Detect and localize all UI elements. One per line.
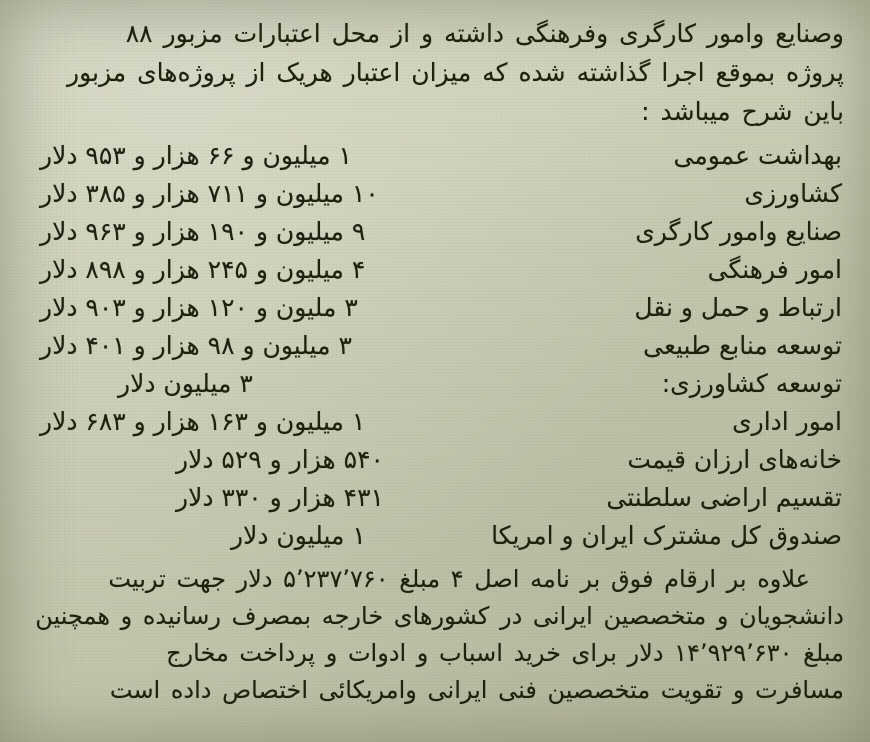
closing-line-3: مبلغ ۱۴٬۹۲۹٬۶۳۰ دلار برای خرید اسباب و ادوات و پرداخت مخارج	[166, 639, 844, 667]
allocation-label: صندوق کل مشترک ایران و امریکا	[491, 521, 842, 550]
allocation-label: بهداشت عمومی	[673, 141, 842, 170]
allocation-amount: ۱ میلیون و ۶۶ هزار و ۹۵۳ دلار	[40, 141, 352, 170]
table-row	[26, 517, 844, 555]
allocation-amount: ۴۳۱ هزار و ۳۳۰ دلار	[176, 483, 384, 512]
intro-line-1: وصنایع وامور کارگری وفرهنگی داشته و از محل اعتبارات مزبور ۸۸	[125, 19, 844, 48]
closing-line-1: علاوه بر ارقام فوق بر نامه اصل ۴ مبلغ ۵٬۲۳۷٬۷۶۰ دلار جهت تربیت	[108, 565, 810, 593]
allocation-label: صنایع وامور کارگری	[635, 217, 842, 246]
allocation-amount: ۱۰ میلیون و ۷۱۱ هزار و ۳۸۵ دلار	[40, 179, 379, 208]
table-row	[26, 251, 844, 289]
allocation-label: تقسیم اراضی سلطنتی	[606, 483, 842, 512]
allocation-amount: ۳ میلیون و ۹۸ هزار و ۴۰۱ دلار	[40, 331, 352, 360]
table-row	[26, 327, 844, 365]
table-row	[26, 289, 844, 327]
closing-paragraph	[26, 561, 844, 709]
allocation-label: خانه‌های ارزان قیمت	[627, 445, 842, 474]
allocation-amount: ۵۴۰ هزار و ۵۲۹ دلار	[176, 445, 384, 474]
allocation-amount: ۴ میلیون و ۲۴۵ هزار و ۸۹۸ دلار	[40, 255, 366, 284]
allocation-amount: ۱ میلیون و ۱۶۳ هزار و ۶۸۳ دلار	[40, 407, 366, 436]
table-row	[26, 479, 844, 517]
allocation-amount: ۳ ملیون و ۱۲۰ هزار و ۹۰۳ دلار	[40, 293, 358, 322]
allocation-label: توسعه منابع طبیعی	[643, 331, 842, 360]
table-row	[26, 213, 844, 251]
allocation-table	[26, 137, 844, 555]
allocation-label: ارتباط و حمل و نقل	[634, 293, 842, 322]
allocation-label: امور فرهنگی	[707, 255, 842, 284]
intro-line-3: باین شرح میباشد :	[641, 97, 844, 126]
allocation-amount: ۳ میلیون دلار	[118, 369, 253, 398]
allocation-label: امور اداری	[732, 407, 842, 436]
document-body	[26, 14, 844, 709]
table-row	[26, 403, 844, 441]
allocation-amount: ۱ میلیون دلار	[231, 521, 366, 550]
intro-line-2: پروژه بموقع اجرا گذاشته شده که میزان اعتبار هریک از پروژه‌های مزبور	[67, 58, 844, 87]
intro-paragraph	[26, 14, 844, 131]
allocation-amount: ۹ میلیون و ۱۹۰ هزار و ۹۶۳ دلار	[40, 217, 366, 246]
allocation-label: کشاورزی	[744, 179, 842, 208]
table-row	[26, 175, 844, 213]
allocation-label: توسعه کشاورزی:	[661, 369, 842, 398]
closing-line-4: مسافرت و تقویت متخصصین فنی ایرانی وامریکائی اختصاص داده است	[109, 676, 844, 704]
table-row	[26, 365, 844, 403]
table-row	[26, 441, 844, 479]
table-row	[26, 137, 844, 175]
closing-line-2: دانشجویان و متخصصین ایرانی در کشورهای خارجه بمصرف رسانیده و همچنین	[35, 602, 844, 630]
